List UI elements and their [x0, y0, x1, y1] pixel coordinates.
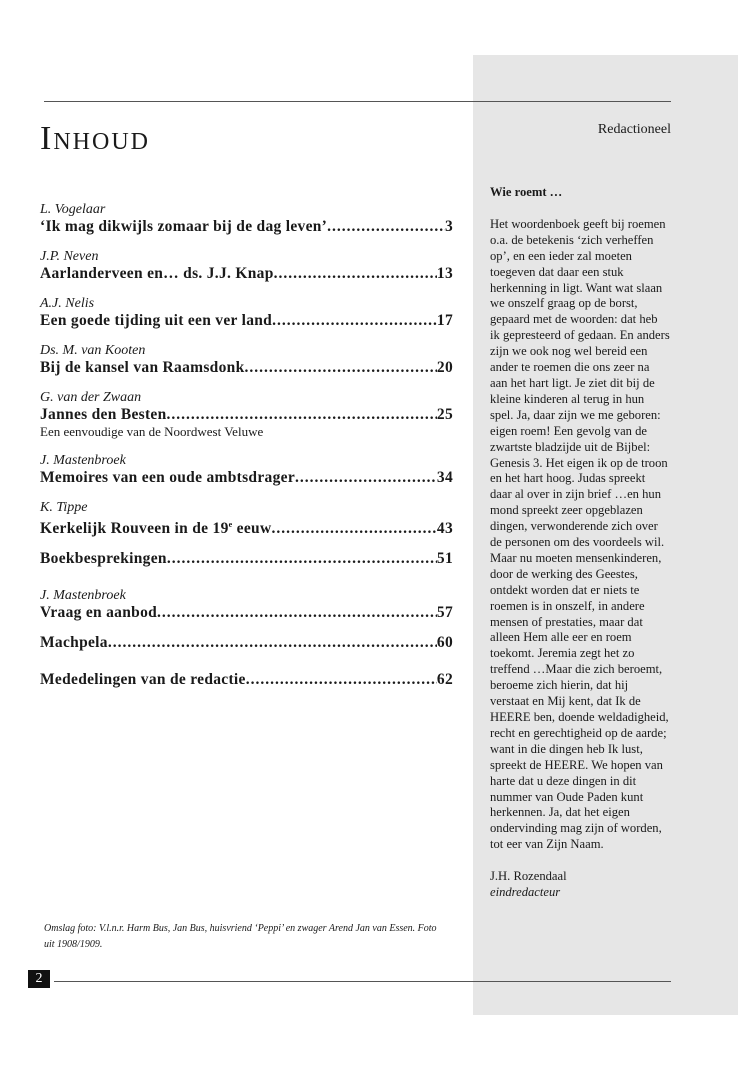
toc-author: G. van der Zwaan	[40, 390, 142, 405]
toc-subtitle: Een eenvoudige van de Noordwest Veluwe	[40, 424, 264, 439]
toc-page: 60	[436, 634, 453, 652]
toc-title: Memoires van een oude ambtsdrager	[40, 469, 295, 486]
toc-entry[interactable]	[40, 634, 453, 652]
toc-author: Ds. M. van Kooten	[40, 343, 146, 358]
toc-entry[interactable]	[40, 248, 453, 283]
editorial-column	[490, 185, 670, 901]
toc-page: 20	[436, 359, 453, 376]
bottom-rule	[54, 981, 671, 982]
toc-author: J. Mastenbroek	[40, 588, 126, 604]
toc-page: 57	[436, 604, 453, 622]
toc-author: K. Tippe	[40, 500, 88, 515]
section-label: Redactioneel	[597, 122, 671, 137]
toc-author: A.J. Nelis	[40, 296, 95, 311]
toc-leader	[274, 265, 437, 283]
toc-page: 13	[436, 265, 453, 282]
editorial-heading: Wie roemt …	[490, 185, 563, 199]
toc-entry[interactable]	[40, 295, 453, 330]
page-number: 2	[28, 970, 50, 988]
toc-author: L. Vogelaar	[40, 202, 106, 217]
toc-title: Vraag en aanbod	[40, 604, 158, 622]
cover-photo-caption: Omslag foto: V.l.n.r. Harm Bus, Jan Bus, huisvriend ‘Peppi’ en zwager Arend Jan van Essen. Foto uit 1908/1909.	[44, 923, 437, 950]
top-rule	[44, 101, 671, 102]
toc-leader	[272, 312, 437, 330]
editorial-signature: J.H. Rozendaal	[490, 869, 567, 884]
toc-entry[interactable]	[40, 342, 453, 377]
toc-title: Kerkelijk Rouveen in de 19e eeuw	[40, 520, 272, 538]
toc-leader	[108, 634, 437, 652]
toc-title: Een goede tijding uit een ver land	[40, 312, 273, 329]
toc-leader	[157, 604, 437, 622]
toc-leader	[167, 406, 437, 424]
toc-title: Mededelingen van de redactie	[40, 671, 246, 689]
toc-entry[interactable]	[40, 389, 453, 440]
toc-page: 34	[436, 469, 453, 486]
toc-leader	[295, 469, 437, 487]
table-of-contents	[40, 201, 453, 701]
toc-entry[interactable]	[40, 671, 453, 689]
toc-leader	[327, 218, 445, 236]
toc-entry[interactable]	[40, 550, 453, 568]
toc-title: Jannes den Besten	[40, 406, 167, 423]
toc-title: Aarlanderveen en… ds. J.J. Knap	[40, 265, 274, 282]
toc-page: 51	[436, 550, 453, 568]
toc-leader	[271, 520, 436, 538]
toc-author: J. Mastenbroek	[40, 453, 126, 468]
toc-page: 3	[444, 218, 453, 235]
editorial-body: Het woordenboek geeft bij roemen o.a. de betekenis ‘zich verheffen op’, en een ieder zal moeten toegeven dat daar een stuk herkenning in ligt. Want wat slaan we onszelf graag op de borst, gepaard met de woorden: dat heb ik gepresteerd of gedaan. En anders zijn we ook nog wel bereid een ander te roemen die ons zeer na aan het hart ligt. Je ziet dit bij de kleine kinderen al terug in hun spel. Ja, daar zijn we me geboren: eigen roem! Een gevolg van de zwartste bladzijde uit de Bijbel: Genesis 3. Het eigen ik op de troon en het hart hoog. Judas spreekt daar al over in zijn brief …en hun mond spreekt zeer opgeblazen dingen, verwonderende zich over de personen om des voordeels wil. Maar nu moeten mensenkinderen, door de werking des Geestes, ontdekt worden dat er niets te roemen is in onszelf, in andere mensen of prestaties, maar dat alleen Hem alle eer en roem toekomt. Jeremia zegt het zo treffend …Maar die zich beroemt, beroeme zich hierin, dat hij verstaat en Mij kent, dat Ik de HEERE ben, doende weldadigheid, recht en gerechtigheid op de aarde; want in die dingen heb Ik lust, spreekt de HEERE. We hopen van harte dat u deze dingen in dit nummer van Oude Paden kunt herkennen. Ja, dat het eigen ondervinding mag zijn of worden, tot eer van Zijn Naam.	[490, 216, 670, 852]
toc-entry[interactable]	[40, 452, 453, 487]
toc-title: Machpela	[40, 634, 108, 652]
toc-entry[interactable]	[40, 587, 453, 622]
page-title: Inhoud	[40, 120, 150, 157]
toc-page: 43	[436, 520, 453, 538]
toc-page: 25	[436, 406, 453, 423]
toc-title: Bij de kansel van Raamsdonk	[40, 359, 245, 376]
toc-entry[interactable]	[40, 201, 453, 236]
toc-page: 62	[436, 671, 453, 689]
toc-entry[interactable]	[40, 499, 453, 538]
toc-title: ‘Ik mag dikwijls zomaar bij de dag leven’	[40, 218, 328, 235]
toc-leader	[167, 550, 437, 568]
toc-page: 17	[436, 312, 453, 329]
toc-author: J.P. Neven	[40, 249, 99, 264]
toc-leader	[246, 671, 437, 689]
toc-title: Boekbesprekingen	[40, 550, 167, 568]
editorial-role: eindredacteur	[490, 885, 561, 900]
toc-leader	[244, 359, 436, 377]
